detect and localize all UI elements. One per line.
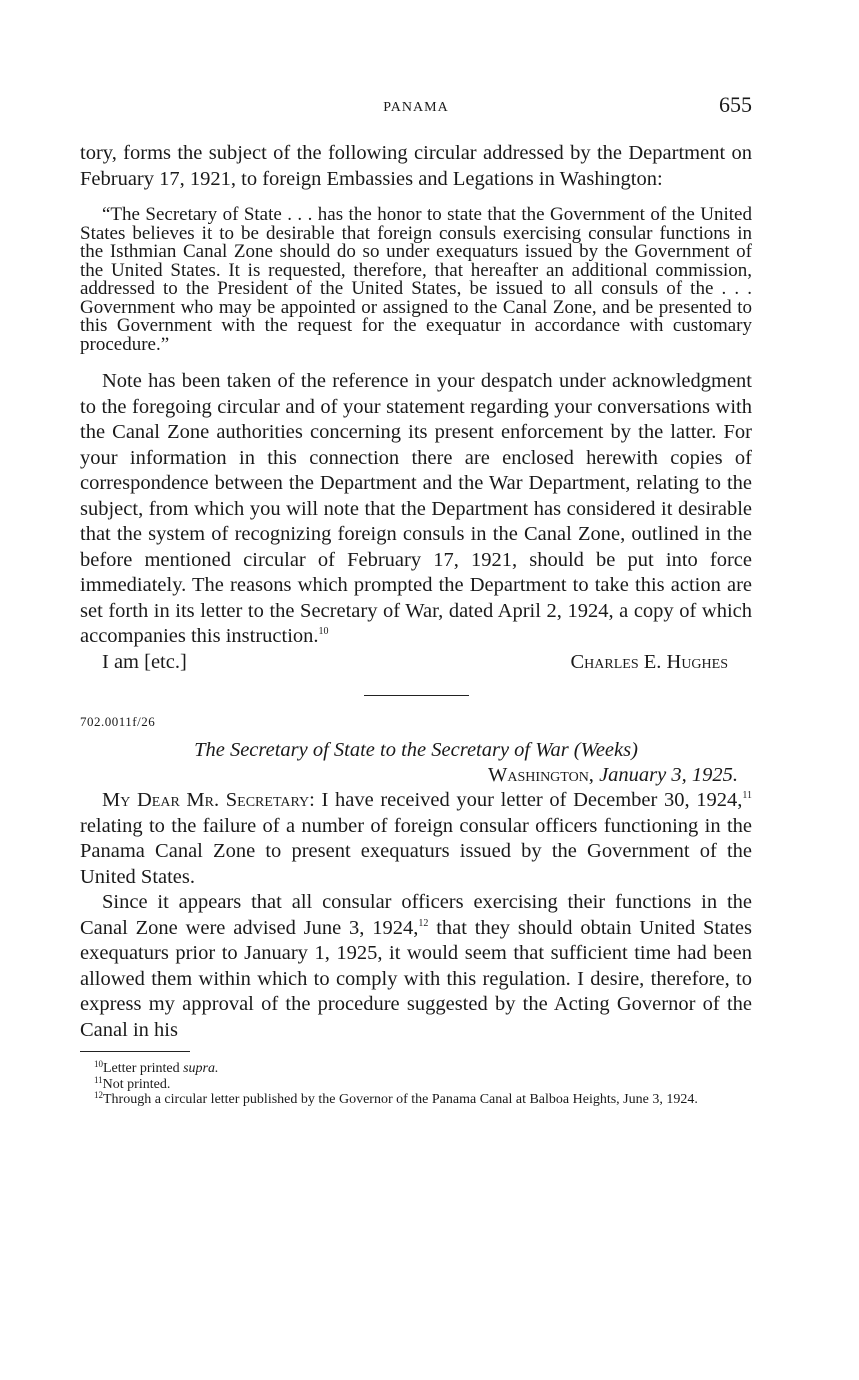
letter-paragraph-1-text-a: I have received your letter of December 30, 1924, — [321, 789, 743, 811]
file-number: 702.0011f/26 — [80, 714, 156, 729]
dateline-place: Washington, — [488, 764, 594, 786]
footnote-number: 11 — [94, 1074, 103, 1085]
letter-paragraph-1 — [80, 788, 752, 890]
footnote-ref-12: 12 — [418, 917, 429, 929]
footnotes — [80, 1061, 752, 1108]
circular-quote: “The Secretary of State . . . has the honor to state that the Government of the United States believes it to be desirable that foreign consuls exercising consular functions in the Isthmian Canal Zone should do so under exequaturs issued by the Government of the United States. It is requested, therefore, that hereafter an additional commission, addressed to the President of the United States, be issued to all consuls of the . . . Government who may be appointed or assigned to the Canal Zone, and be presented to this Government with the request for the exequatur in accordance with customary procedure.” — [80, 204, 752, 355]
footnote-emphasis: supra. — [183, 1061, 219, 1076]
footnote-11 — [80, 1074, 752, 1093]
footnote-ref-11: 11 — [742, 790, 753, 801]
running-head: PANAMA — [383, 100, 449, 115]
letter-paragraph-2-text-a: Since it appears that all consular officers exercising their functions in the Canal Zone were advised June 3, 1924, — [80, 891, 752, 939]
closing-salutation: I am [etc.] — [102, 650, 187, 673]
instruction-paragraph-text: Note has been taken of the reference in your despatch under acknowledgment to the foregoing circular and of your statement regarding your conversations with the Canal Zone authorities concerning its present enforcement by the latter. For your information in this connection there are enclosed herewith copies of correspondence between the Department and the War Department, relating to the subject, from which you will note that the Department has considered it desirable that the system of recognizing foreign consuls in the Canal Zone, outlined in the before mentioned circular of February 17, 1921, should be put into force immediately. The reasons which prompted the Department to take this action are set forth in its letter to the Secretary of War, dated April 2, 1924, a copy of which accompanies this instruction. — [80, 370, 752, 647]
footnote-number: 10 — [94, 1059, 103, 1069]
signature: Charles E. Hughes — [570, 650, 728, 673]
dateline-date: January 3, 1925. — [599, 764, 738, 786]
page-number: 655 — [719, 92, 752, 117]
footnote-10 — [80, 1061, 752, 1077]
page-header — [80, 92, 752, 126]
footnote-text: Letter printed — [103, 1061, 180, 1076]
footnote-number: 12 — [94, 1090, 103, 1100]
letter-salutation: My Dear Mr. Secretary: — [102, 789, 315, 811]
footnote-text: Through a circular letter published by the Governor of the Panama Canal at Balboa Heights, June 3, 1924. — [103, 1092, 698, 1107]
dateline — [80, 763, 752, 788]
footnote-rule — [80, 1051, 190, 1052]
instruction-paragraph — [80, 369, 752, 650]
footnote-ref-10: 10 — [318, 626, 329, 637]
letter-title: The Secretary of State to the Secretary of War (Weeks) — [194, 739, 638, 761]
footnote-text: Not printed. — [102, 1076, 171, 1092]
footnote-12 — [80, 1092, 752, 1108]
page-body — [80, 141, 752, 1108]
letter-paragraph-1-text-b: relating to the failure of a number of foreign consular officers functioning in the Panama Canal Zone to present exequaturs issued by the Government of the United States. — [80, 814, 752, 888]
letter-paragraph-2 — [80, 890, 752, 1043]
letter-paragraph-2-text-b: that they should obtain United States exequaturs prior to January 1, 1925, it would seem that sufficient time had been allowed them within which to comply with this regulation. I desire, therefore, to express my approval of the procedure suggested by the Acting Governor of the Canal in his — [80, 916, 753, 1041]
section-divider — [364, 695, 469, 696]
closing-line — [80, 650, 752, 676]
opening-paragraph: tory, forms the subject of the following circular addressed by the Department on February 17, 1921, to foreign Embassies and Legations in Washington: — [80, 142, 752, 190]
